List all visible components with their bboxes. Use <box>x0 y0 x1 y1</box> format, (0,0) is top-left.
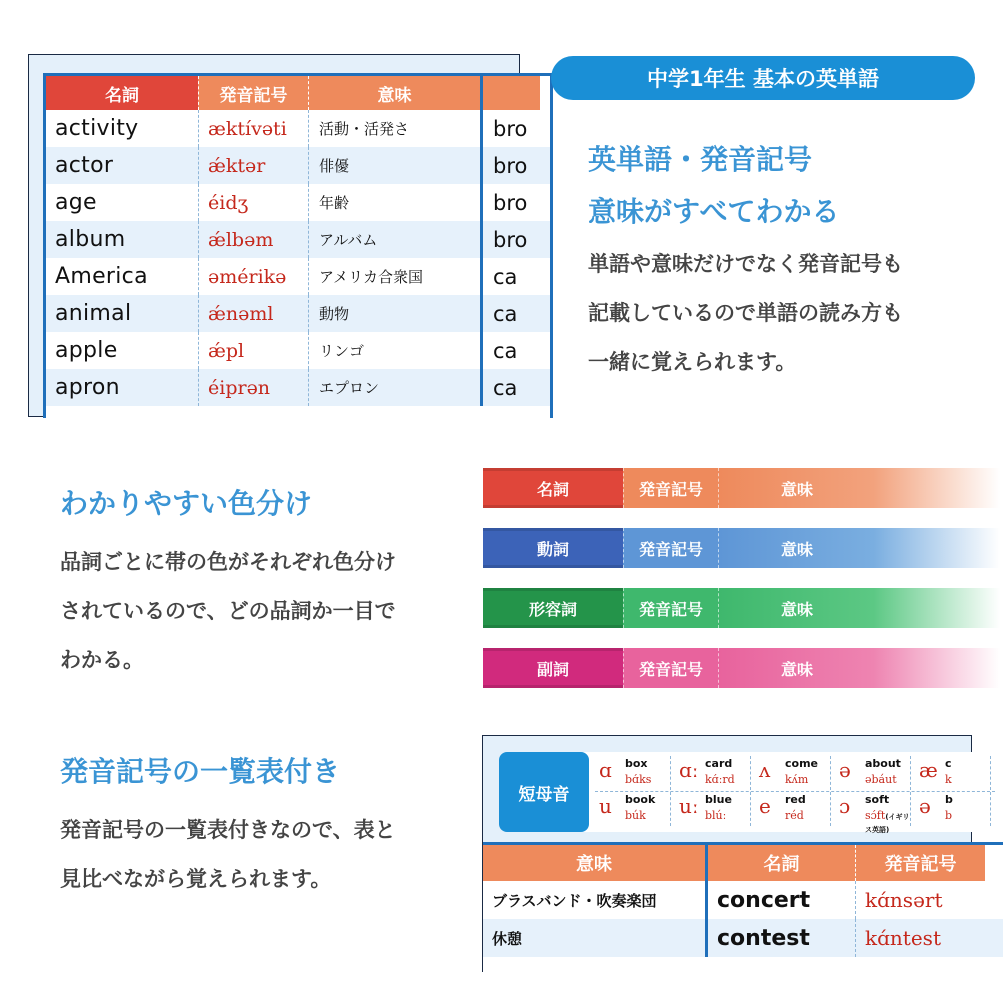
adverb-band <box>483 648 1000 688</box>
phonetic-symbol-cell <box>755 756 831 790</box>
header-noun: 名詞 <box>705 845 855 881</box>
vocab-next-column-word: ca <box>480 258 540 295</box>
band-part-label: 名詞 <box>483 468 623 508</box>
vocab-pronunciation: æktívəti <box>198 110 308 147</box>
header-pronunciation: 発音記号 <box>855 845 985 881</box>
band-pron-label: 発音記号 <box>623 588 719 628</box>
example-word: red <box>785 793 806 806</box>
vocab-next-column-word: bro <box>480 221 540 258</box>
vocab-word: contest <box>705 919 855 957</box>
example-word: blue <box>705 793 732 806</box>
intro-heading-2: 意味がすべてわかる <box>588 195 840 228</box>
vocab-meaning: 年齢 <box>308 184 480 221</box>
intro-body-line: 記載しているので単語の読み方も <box>588 301 903 325</box>
color-body-line: 品詞ごとに帯の色がそれぞれ色分け <box>60 550 396 574</box>
noun-band <box>483 468 1000 508</box>
header-pronunciation: 発音記号 <box>198 76 308 110</box>
vocab-pronunciation: ǽpl <box>198 332 308 369</box>
vocab-table-image <box>28 54 528 417</box>
phonetic-symbol-cell <box>835 756 911 790</box>
phonetic-symbol: ə <box>839 758 851 782</box>
example-pronunciation-text: blúː <box>705 809 727 822</box>
header-next <box>480 76 540 110</box>
example-pronunciation <box>625 809 646 822</box>
table-row <box>46 147 550 184</box>
vocab-next-column-word: bro <box>480 147 540 184</box>
table-row <box>46 184 550 221</box>
vocab-pronunciation: kɑ́nsərt <box>855 881 985 919</box>
vocab-meaning: 休憩 <box>492 929 523 948</box>
table-row <box>46 369 550 406</box>
table-row <box>46 221 550 258</box>
vocab-pronunciation: kɑ́ntest <box>855 919 985 957</box>
phonetic-symbol-grid <box>595 756 995 834</box>
vocab-meaning: 俳優 <box>308 147 480 184</box>
vocab-pronunciation: ǽnəml <box>198 295 308 332</box>
vocab-word: activity <box>55 116 139 141</box>
example-pronunciation <box>705 773 735 786</box>
table-row <box>483 919 1003 957</box>
band-pron-label: 発音記号 <box>623 648 719 688</box>
example-pronunciation <box>865 809 910 835</box>
vocab-pronunciation: ǽktər <box>198 147 308 184</box>
example-pronunciation <box>705 809 726 822</box>
vocab-word: album <box>55 227 126 252</box>
color-section-body <box>60 538 396 685</box>
vocab-meaning: リンゴ <box>308 332 480 369</box>
phonetic-symbol-cell <box>675 792 751 826</box>
header-meaning: 意味 <box>308 76 480 110</box>
vocab-pronunciation: ǽlbəm <box>198 221 308 258</box>
phonetic-symbol-cell <box>915 792 991 826</box>
band-part-label: 動詞 <box>483 528 623 568</box>
phonetic-symbol: æ <box>919 758 938 782</box>
table-row <box>46 332 550 369</box>
vocab-next-column-word: bro <box>480 110 540 147</box>
phonetic-chart-image <box>482 735 972 972</box>
band-meaning-label: 意味 <box>719 468 1000 508</box>
table-row <box>483 881 1003 919</box>
phonetic-symbol: ə <box>919 794 931 818</box>
phonetic-body-line: 見比べながら覚えられます。 <box>60 867 332 891</box>
example-word: card <box>705 757 733 770</box>
phonetic-symbol: ɔ <box>839 794 851 818</box>
example-pronunciation <box>945 773 952 786</box>
vocab-meaning: 活動・活発さ <box>308 110 480 147</box>
phonetic-symbol-cell <box>595 756 671 790</box>
example-pronunciation-text: kʌ́m <box>785 773 809 786</box>
example-word: about <box>865 757 901 770</box>
phonetic-symbol-cell <box>675 756 751 790</box>
band-meaning-label: 意味 <box>719 528 1000 568</box>
vocab-pronunciation: əmérikə <box>198 258 308 295</box>
example-word: box <box>625 757 648 770</box>
vocab-word: actor <box>55 153 114 178</box>
vocab-table <box>43 73 553 418</box>
color-body-line: されているので、どの品詞か一目で <box>60 599 396 623</box>
vocab-word: apron <box>55 375 120 400</box>
verb-band <box>483 528 1000 568</box>
example-pronunciation-text: sɔ́ft <box>865 809 886 822</box>
vocab-meaning: アメリカ合衆国 <box>308 258 480 295</box>
vocab-meaning: ブラスバンド・吹奏楽団 <box>492 891 657 910</box>
band-meaning-label: 意味 <box>719 648 1000 688</box>
band-pron-label: 発音記号 <box>623 528 719 568</box>
phonetic-symbol: u <box>599 794 612 818</box>
grid-divider <box>595 791 995 792</box>
header-noun: 名詞 <box>46 76 198 110</box>
vocab-pronunciation: éiprən <box>198 369 308 406</box>
phonetic-table-header <box>483 845 1003 881</box>
vocab-table-body <box>46 110 550 406</box>
example-word: come <box>785 757 818 770</box>
example-pronunciation <box>785 809 804 822</box>
intro-body-line: 一緒に覚えられます。 <box>588 350 797 374</box>
short-vowel-label: 短母音 <box>499 752 589 832</box>
band-part-label: 形容詞 <box>483 588 623 628</box>
table-row <box>46 295 550 332</box>
example-word: c <box>945 757 952 770</box>
adjective-band <box>483 588 1000 628</box>
example-pronunciation-text: bɑ́ks <box>625 773 652 786</box>
phonetic-vocab-table <box>483 842 1003 982</box>
vocab-word: concert <box>705 881 855 919</box>
example-pronunciation-text: réd <box>785 809 804 822</box>
example-pronunciation <box>625 773 651 786</box>
vocab-next-column-word: bro <box>480 184 540 221</box>
vocab-next-column-word: ca <box>480 332 540 369</box>
table-row <box>46 110 550 147</box>
band-part-label: 副詞 <box>483 648 623 688</box>
short-vowel-chart <box>499 752 979 832</box>
page-title: 中学1年生 基本の英単語 <box>551 56 975 100</box>
example-pronunciation-text: k <box>945 773 952 786</box>
vocab-word: America <box>55 264 148 289</box>
pronunciation-note: (イギリス英語) <box>865 813 910 834</box>
vocab-word: age <box>55 190 97 215</box>
intro-heading-1: 英単語・発音記号 <box>588 143 813 176</box>
band-meaning-label: 意味 <box>719 588 1000 628</box>
intro-body <box>588 240 903 387</box>
example-pronunciation-text: kɑ́ːrd <box>705 773 735 786</box>
example-pronunciation <box>945 809 952 822</box>
phonetic-body-line: 発音記号の一覧表付きなので、表と <box>60 818 396 842</box>
intro-body-line: 単語や意味だけでなく発音記号も <box>588 252 903 276</box>
vocab-meaning: 動物 <box>308 295 480 332</box>
phonetic-symbol-cell <box>755 792 831 826</box>
vocab-word: animal <box>55 301 132 326</box>
example-word: soft <box>865 793 890 806</box>
phonetic-symbol-cell <box>595 792 671 826</box>
vocab-next-column-word: ca <box>480 295 540 332</box>
phonetic-section-heading: 発音記号の一覧表付き <box>60 755 341 788</box>
vocab-meaning: アルバム <box>308 221 480 258</box>
example-word: book <box>625 793 656 806</box>
phonetic-symbol: ɑ <box>599 758 612 782</box>
vocab-next-column-word: ca <box>480 369 540 406</box>
color-section-heading: わかりやすい色分け <box>60 487 313 520</box>
phonetic-section-body <box>60 806 396 904</box>
example-pronunciation <box>785 773 808 786</box>
phonetic-symbol: ɑː <box>679 758 699 782</box>
vocab-meaning: エプロン <box>308 369 480 406</box>
phonetic-symbol: e <box>759 794 771 818</box>
color-body-line: わかる。 <box>60 648 144 672</box>
vocab-table-header <box>46 76 550 110</box>
phonetic-symbol: uː <box>679 794 699 818</box>
phonetic-symbol-cell <box>915 756 991 790</box>
example-pronunciation-text: b <box>945 809 953 822</box>
phonetic-symbol: ʌ <box>759 758 771 782</box>
example-pronunciation-text: əbáut <box>865 773 897 786</box>
header-meaning: 意味 <box>483 845 705 881</box>
vocab-pronunciation: éidʒ <box>198 184 308 221</box>
table-row <box>46 258 550 295</box>
band-pron-label: 発音記号 <box>623 468 719 508</box>
example-word: b <box>945 793 953 806</box>
example-pronunciation <box>865 773 897 786</box>
example-pronunciation-text: búk <box>625 809 646 822</box>
phonetic-symbol-cell <box>835 792 911 834</box>
phonetic-table-body <box>483 881 1003 957</box>
vocab-word: apple <box>55 338 118 363</box>
